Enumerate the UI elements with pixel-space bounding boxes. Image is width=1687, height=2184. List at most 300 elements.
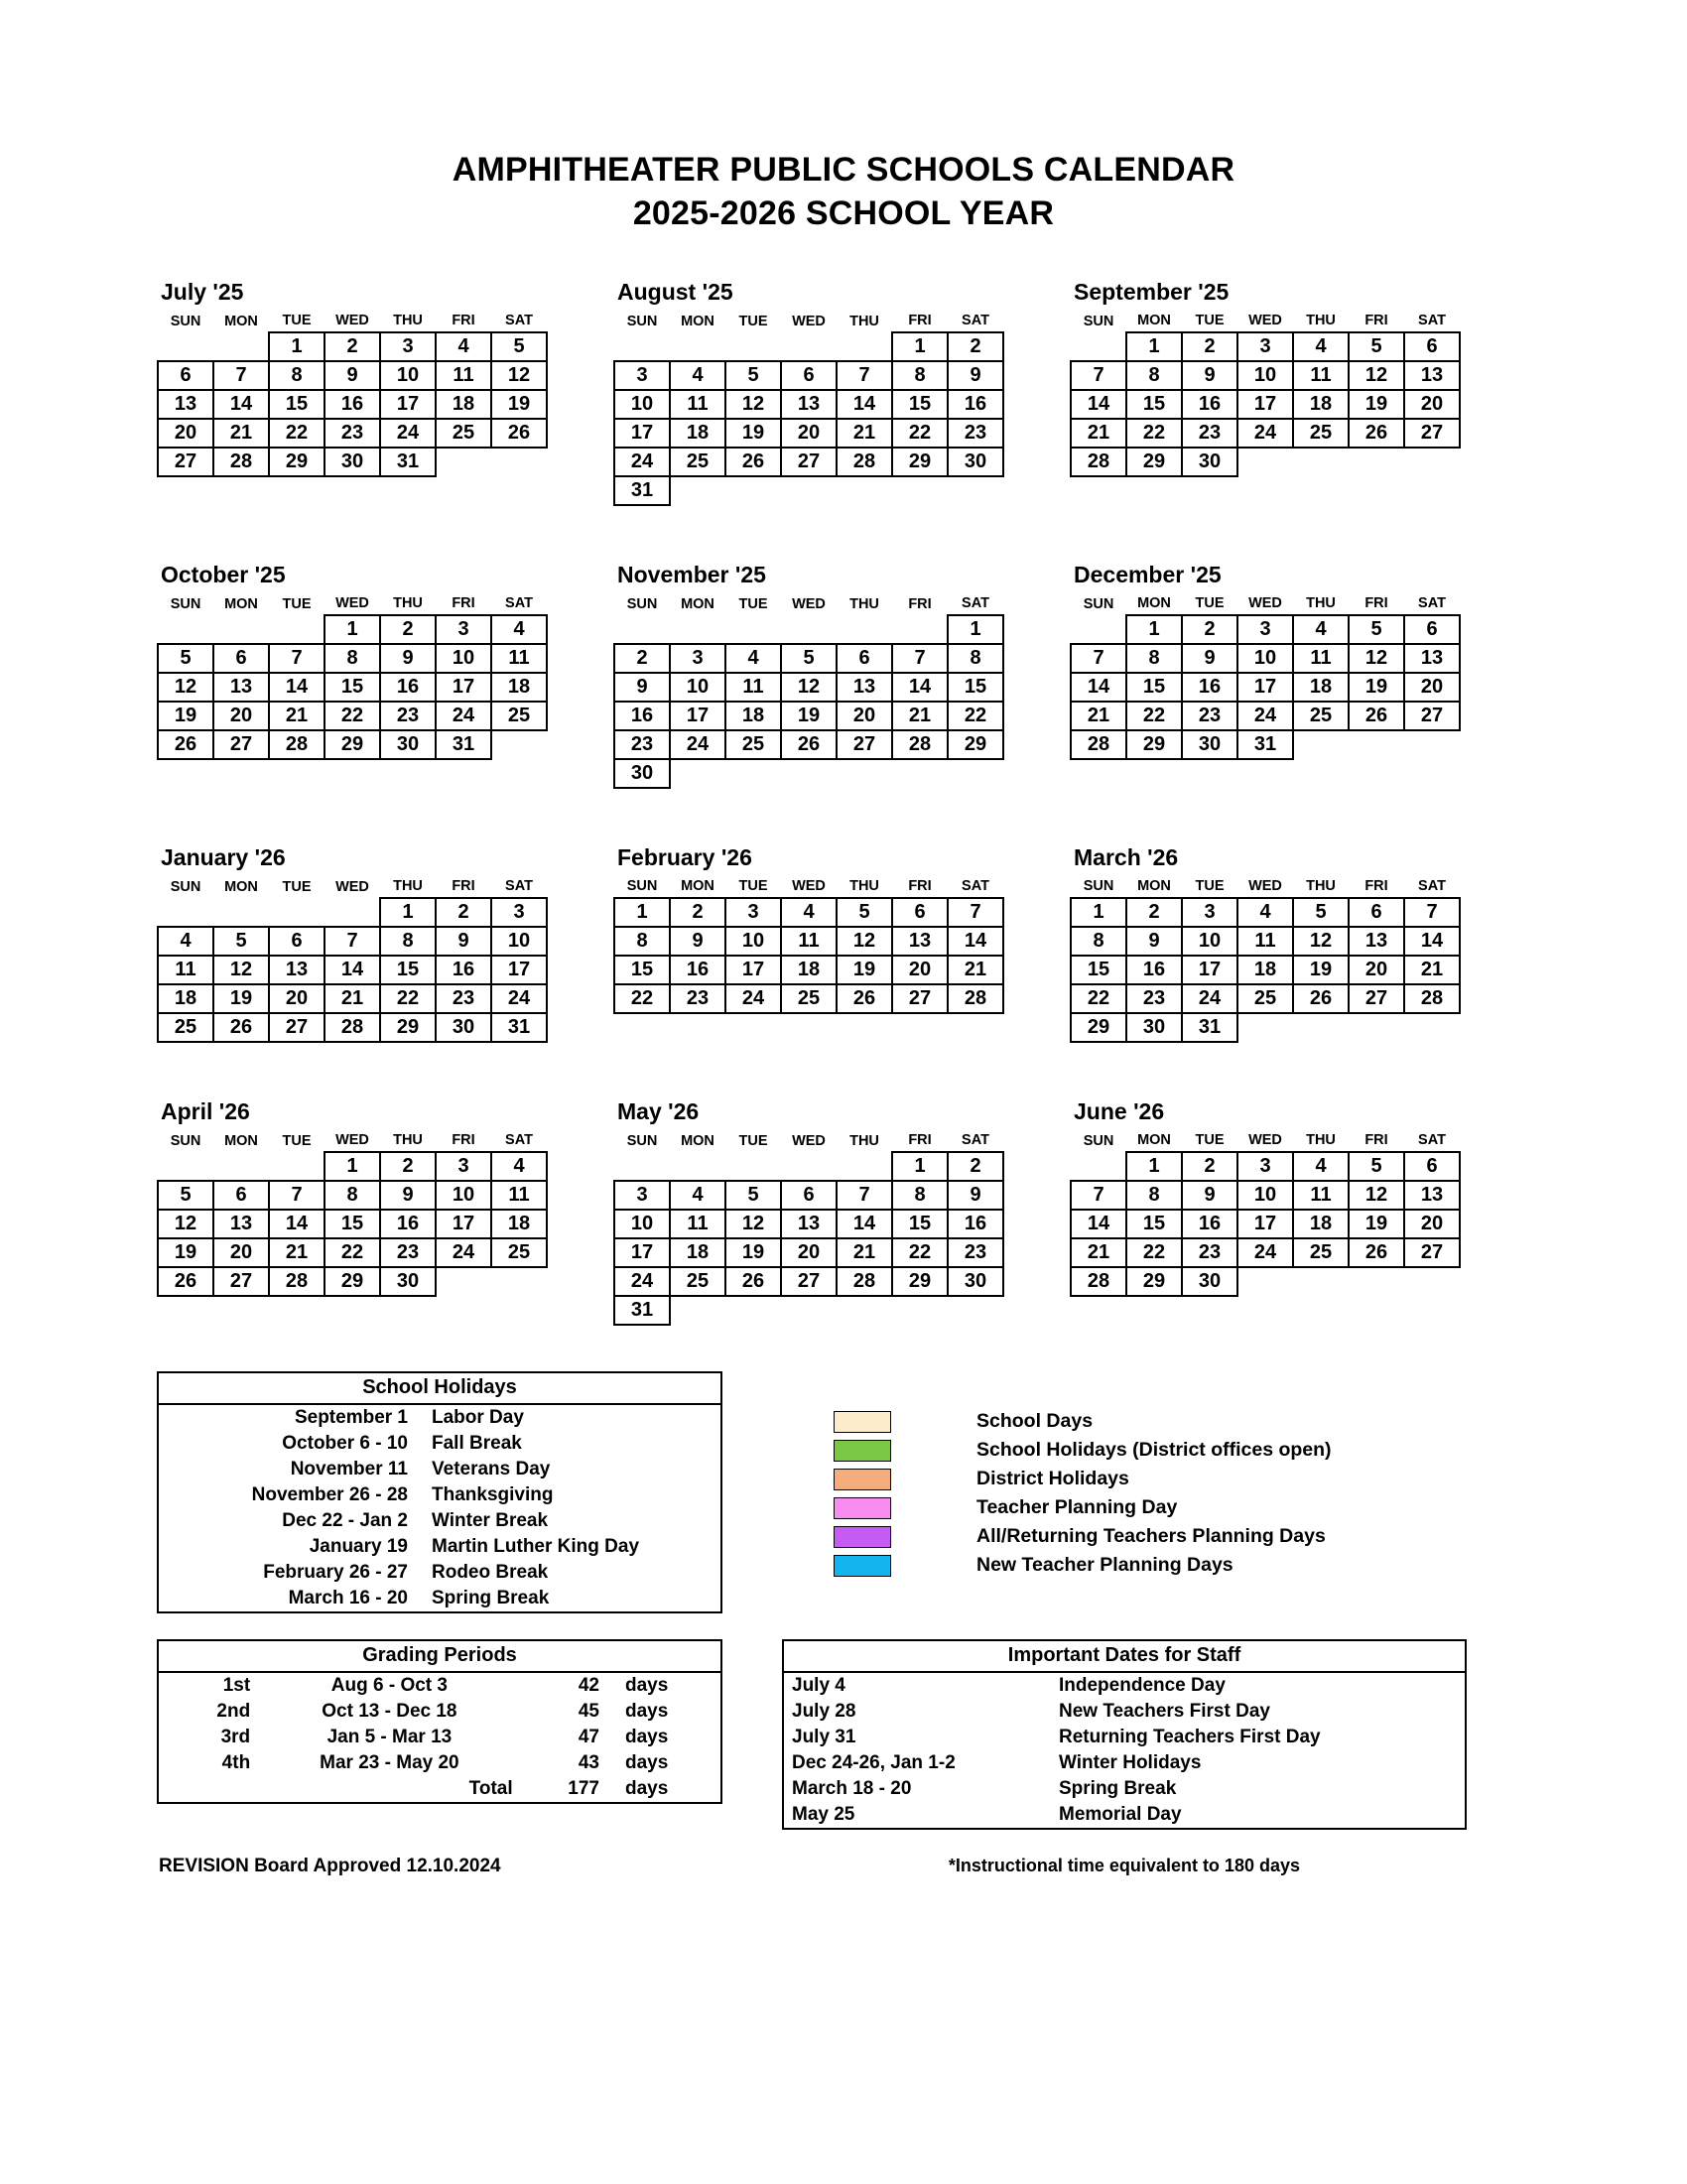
day-cell[interactable]: 25: [670, 1267, 725, 1296]
day-cell[interactable]: 28: [324, 1013, 380, 1042]
day-cell[interactable]: 21: [1404, 956, 1460, 984]
day-cell[interactable]: 24: [1237, 419, 1293, 448]
day-cell[interactable]: 8: [1126, 361, 1182, 390]
day-cell[interactable]: 18: [1293, 1210, 1349, 1238]
day-cell[interactable]: 31: [491, 1013, 547, 1042]
day-cell[interactable]: 11: [1237, 927, 1293, 956]
day-cell[interactable]: 5: [837, 898, 892, 927]
day-cell[interactable]: 16: [324, 390, 380, 419]
day-cell[interactable]: 1: [380, 898, 436, 927]
day-cell[interactable]: 14: [837, 390, 892, 419]
day-cell[interactable]: 29: [1126, 730, 1182, 759]
day-cell[interactable]: 19: [725, 1238, 781, 1267]
day-cell[interactable]: 1: [324, 615, 380, 644]
day-cell[interactable]: 9: [1126, 927, 1182, 956]
day-cell[interactable]: 15: [1071, 956, 1126, 984]
day-cell[interactable]: 16: [1182, 390, 1237, 419]
day-cell[interactable]: 4: [158, 927, 213, 956]
day-cell[interactable]: 3: [1237, 615, 1293, 644]
day-cell[interactable]: 4: [670, 1181, 725, 1210]
day-cell[interactable]: 19: [1349, 390, 1404, 419]
day-cell[interactable]: 31: [614, 1296, 670, 1325]
day-cell[interactable]: 13: [1349, 927, 1404, 956]
day-cell[interactable]: 18: [670, 419, 725, 448]
day-cell[interactable]: 3: [670, 644, 725, 673]
day-cell[interactable]: 24: [436, 702, 491, 730]
day-cell[interactable]: 28: [892, 730, 948, 759]
day-cell[interactable]: 22: [892, 419, 948, 448]
day-cell[interactable]: 8: [892, 361, 948, 390]
day-cell[interactable]: 17: [436, 1210, 491, 1238]
day-cell[interactable]: 16: [380, 1210, 436, 1238]
day-cell[interactable]: 12: [725, 390, 781, 419]
day-cell[interactable]: 3: [1237, 332, 1293, 361]
day-cell[interactable]: 2: [436, 898, 491, 927]
day-cell[interactable]: 12: [213, 956, 269, 984]
day-cell[interactable]: 12: [781, 673, 837, 702]
day-cell[interactable]: 29: [1071, 1013, 1126, 1042]
day-cell[interactable]: 20: [892, 956, 948, 984]
day-cell[interactable]: 6: [158, 361, 213, 390]
day-cell[interactable]: 5: [1349, 1152, 1404, 1181]
day-cell[interactable]: 12: [1349, 361, 1404, 390]
day-cell[interactable]: 30: [436, 1013, 491, 1042]
day-cell[interactable]: 22: [269, 419, 324, 448]
day-cell[interactable]: 16: [1182, 673, 1237, 702]
day-cell[interactable]: 11: [436, 361, 491, 390]
day-cell[interactable]: 19: [491, 390, 547, 419]
day-cell[interactable]: 23: [1182, 419, 1237, 448]
day-cell[interactable]: 9: [1182, 361, 1237, 390]
day-cell[interactable]: 3: [436, 615, 491, 644]
day-cell[interactable]: 25: [1237, 984, 1293, 1013]
day-cell[interactable]: 21: [324, 984, 380, 1013]
day-cell[interactable]: 17: [614, 419, 670, 448]
day-cell[interactable]: 15: [380, 956, 436, 984]
day-cell[interactable]: 3: [1182, 898, 1237, 927]
day-cell[interactable]: 30: [324, 448, 380, 476]
day-cell[interactable]: 8: [614, 927, 670, 956]
day-cell[interactable]: 26: [1293, 984, 1349, 1013]
day-cell[interactable]: 26: [213, 1013, 269, 1042]
day-cell[interactable]: 24: [670, 730, 725, 759]
day-cell[interactable]: 28: [837, 448, 892, 476]
day-cell[interactable]: 2: [324, 332, 380, 361]
day-cell[interactable]: 29: [892, 1267, 948, 1296]
day-cell[interactable]: 12: [725, 1210, 781, 1238]
day-cell[interactable]: 23: [948, 419, 1003, 448]
day-cell[interactable]: 25: [1293, 1238, 1349, 1267]
day-cell[interactable]: 11: [725, 673, 781, 702]
day-cell[interactable]: 14: [1071, 673, 1126, 702]
day-cell[interactable]: 3: [725, 898, 781, 927]
day-cell[interactable]: 26: [837, 984, 892, 1013]
day-cell[interactable]: 11: [670, 390, 725, 419]
day-cell[interactable]: 7: [948, 898, 1003, 927]
day-cell[interactable]: 18: [670, 1238, 725, 1267]
day-cell[interactable]: 7: [269, 1181, 324, 1210]
day-cell[interactable]: 30: [1182, 448, 1237, 476]
day-cell[interactable]: 7: [1071, 644, 1126, 673]
day-cell[interactable]: 14: [892, 673, 948, 702]
day-cell[interactable]: 29: [948, 730, 1003, 759]
day-cell[interactable]: 10: [614, 390, 670, 419]
day-cell[interactable]: 3: [1237, 1152, 1293, 1181]
day-cell[interactable]: 6: [781, 1181, 837, 1210]
day-cell[interactable]: 29: [892, 448, 948, 476]
day-cell[interactable]: 16: [1126, 956, 1182, 984]
day-cell[interactable]: 9: [614, 673, 670, 702]
day-cell[interactable]: 18: [1237, 956, 1293, 984]
day-cell[interactable]: 27: [1404, 702, 1460, 730]
day-cell[interactable]: 21: [269, 1238, 324, 1267]
day-cell[interactable]: 23: [670, 984, 725, 1013]
day-cell[interactable]: 25: [491, 1238, 547, 1267]
day-cell[interactable]: 15: [1126, 1210, 1182, 1238]
day-cell[interactable]: 2: [1182, 615, 1237, 644]
day-cell[interactable]: 18: [1293, 673, 1349, 702]
day-cell[interactable]: 20: [781, 419, 837, 448]
day-cell[interactable]: 17: [436, 673, 491, 702]
day-cell[interactable]: 17: [614, 1238, 670, 1267]
day-cell[interactable]: 2: [1182, 1152, 1237, 1181]
day-cell[interactable]: 2: [380, 615, 436, 644]
day-cell[interactable]: 2: [380, 1152, 436, 1181]
day-cell[interactable]: 16: [948, 390, 1003, 419]
day-cell[interactable]: 10: [670, 673, 725, 702]
day-cell[interactable]: 18: [158, 984, 213, 1013]
day-cell[interactable]: 11: [670, 1210, 725, 1238]
day-cell[interactable]: 21: [948, 956, 1003, 984]
day-cell[interactable]: 15: [948, 673, 1003, 702]
day-cell[interactable]: 20: [1404, 1210, 1460, 1238]
day-cell[interactable]: 14: [837, 1210, 892, 1238]
day-cell[interactable]: 26: [1349, 1238, 1404, 1267]
day-cell[interactable]: 21: [892, 702, 948, 730]
day-cell[interactable]: 4: [670, 361, 725, 390]
day-cell[interactable]: 13: [1404, 361, 1460, 390]
day-cell[interactable]: 8: [1126, 644, 1182, 673]
day-cell[interactable]: 6: [781, 361, 837, 390]
day-cell[interactable]: 30: [380, 730, 436, 759]
day-cell[interactable]: 27: [213, 730, 269, 759]
day-cell[interactable]: 27: [1404, 1238, 1460, 1267]
day-cell[interactable]: 1: [892, 1152, 948, 1181]
day-cell[interactable]: 23: [436, 984, 491, 1013]
day-cell[interactable]: 12: [158, 1210, 213, 1238]
day-cell[interactable]: 7: [324, 927, 380, 956]
day-cell[interactable]: 26: [158, 1267, 213, 1296]
day-cell[interactable]: 20: [213, 1238, 269, 1267]
day-cell[interactable]: 28: [948, 984, 1003, 1013]
day-cell[interactable]: 5: [725, 1181, 781, 1210]
day-cell[interactable]: 12: [491, 361, 547, 390]
day-cell[interactable]: 4: [725, 644, 781, 673]
day-cell[interactable]: 17: [1237, 390, 1293, 419]
day-cell[interactable]: 5: [1293, 898, 1349, 927]
day-cell[interactable]: 23: [1126, 984, 1182, 1013]
day-cell[interactable]: 27: [837, 730, 892, 759]
day-cell[interactable]: 18: [781, 956, 837, 984]
day-cell[interactable]: 13: [837, 673, 892, 702]
day-cell[interactable]: 24: [380, 419, 436, 448]
day-cell[interactable]: 28: [269, 730, 324, 759]
day-cell[interactable]: 8: [380, 927, 436, 956]
day-cell[interactable]: 7: [269, 644, 324, 673]
day-cell[interactable]: 10: [725, 927, 781, 956]
day-cell[interactable]: 1: [1071, 898, 1126, 927]
day-cell[interactable]: 7: [213, 361, 269, 390]
day-cell[interactable]: 17: [380, 390, 436, 419]
day-cell[interactable]: 11: [491, 644, 547, 673]
day-cell[interactable]: 7: [837, 361, 892, 390]
day-cell[interactable]: 28: [1404, 984, 1460, 1013]
day-cell[interactable]: 22: [892, 1238, 948, 1267]
day-cell[interactable]: 8: [1071, 927, 1126, 956]
day-cell[interactable]: 13: [781, 390, 837, 419]
day-cell[interactable]: 29: [324, 1267, 380, 1296]
day-cell[interactable]: 5: [213, 927, 269, 956]
day-cell[interactable]: 3: [491, 898, 547, 927]
day-cell[interactable]: 28: [1071, 730, 1126, 759]
day-cell[interactable]: 4: [1293, 615, 1349, 644]
day-cell[interactable]: 15: [892, 390, 948, 419]
day-cell[interactable]: 19: [1349, 1210, 1404, 1238]
day-cell[interactable]: 10: [380, 361, 436, 390]
day-cell[interactable]: 7: [1071, 1181, 1126, 1210]
day-cell[interactable]: 25: [1293, 702, 1349, 730]
day-cell[interactable]: 1: [324, 1152, 380, 1181]
day-cell[interactable]: 15: [614, 956, 670, 984]
day-cell[interactable]: 24: [436, 1238, 491, 1267]
day-cell[interactable]: 4: [491, 1152, 547, 1181]
day-cell[interactable]: 14: [324, 956, 380, 984]
day-cell[interactable]: 29: [269, 448, 324, 476]
day-cell[interactable]: 19: [781, 702, 837, 730]
day-cell[interactable]: 24: [1182, 984, 1237, 1013]
day-cell[interactable]: 16: [614, 702, 670, 730]
day-cell[interactable]: 1: [1126, 332, 1182, 361]
day-cell[interactable]: 17: [1182, 956, 1237, 984]
day-cell[interactable]: 1: [948, 615, 1003, 644]
day-cell[interactable]: 12: [1349, 644, 1404, 673]
day-cell[interactable]: 21: [1071, 1238, 1126, 1267]
day-cell[interactable]: 10: [614, 1210, 670, 1238]
day-cell[interactable]: 4: [1237, 898, 1293, 927]
day-cell[interactable]: 14: [1071, 1210, 1126, 1238]
day-cell[interactable]: 15: [1126, 673, 1182, 702]
day-cell[interactable]: 19: [725, 419, 781, 448]
day-cell[interactable]: 25: [781, 984, 837, 1013]
day-cell[interactable]: 14: [1404, 927, 1460, 956]
day-cell[interactable]: 21: [1071, 419, 1126, 448]
day-cell[interactable]: 22: [1071, 984, 1126, 1013]
day-cell[interactable]: 19: [158, 702, 213, 730]
day-cell[interactable]: 24: [725, 984, 781, 1013]
day-cell[interactable]: 16: [380, 673, 436, 702]
day-cell[interactable]: 3: [614, 1181, 670, 1210]
day-cell[interactable]: 19: [1349, 673, 1404, 702]
day-cell[interactable]: 5: [725, 361, 781, 390]
day-cell[interactable]: 25: [436, 419, 491, 448]
day-cell[interactable]: 2: [614, 644, 670, 673]
day-cell[interactable]: 10: [1237, 1181, 1293, 1210]
day-cell[interactable]: 29: [380, 1013, 436, 1042]
day-cell[interactable]: 11: [1293, 361, 1349, 390]
day-cell[interactable]: 8: [324, 1181, 380, 1210]
day-cell[interactable]: 27: [892, 984, 948, 1013]
day-cell[interactable]: 22: [948, 702, 1003, 730]
day-cell[interactable]: 26: [1349, 419, 1404, 448]
day-cell[interactable]: 5: [781, 644, 837, 673]
day-cell[interactable]: 1: [614, 898, 670, 927]
day-cell[interactable]: 9: [436, 927, 491, 956]
day-cell[interactable]: 5: [1349, 615, 1404, 644]
day-cell[interactable]: 22: [1126, 702, 1182, 730]
day-cell[interactable]: 8: [1126, 1181, 1182, 1210]
day-cell[interactable]: 9: [670, 927, 725, 956]
day-cell[interactable]: 15: [892, 1210, 948, 1238]
day-cell[interactable]: 9: [380, 1181, 436, 1210]
day-cell[interactable]: 31: [1237, 730, 1293, 759]
day-cell[interactable]: 28: [837, 1267, 892, 1296]
day-cell[interactable]: 30: [1126, 1013, 1182, 1042]
day-cell[interactable]: 27: [158, 448, 213, 476]
day-cell[interactable]: 27: [269, 1013, 324, 1042]
day-cell[interactable]: 12: [1293, 927, 1349, 956]
day-cell[interactable]: 30: [948, 448, 1003, 476]
day-cell[interactable]: 18: [725, 702, 781, 730]
day-cell[interactable]: 26: [158, 730, 213, 759]
day-cell[interactable]: 4: [1293, 332, 1349, 361]
day-cell[interactable]: 4: [781, 898, 837, 927]
day-cell[interactable]: 6: [213, 1181, 269, 1210]
day-cell[interactable]: 13: [269, 956, 324, 984]
day-cell[interactable]: 23: [1182, 1238, 1237, 1267]
day-cell[interactable]: 24: [1237, 702, 1293, 730]
day-cell[interactable]: 23: [1182, 702, 1237, 730]
day-cell[interactable]: 30: [948, 1267, 1003, 1296]
day-cell[interactable]: 2: [1126, 898, 1182, 927]
day-cell[interactable]: 27: [781, 448, 837, 476]
day-cell[interactable]: 1: [1126, 1152, 1182, 1181]
day-cell[interactable]: 21: [837, 1238, 892, 1267]
day-cell[interactable]: 20: [781, 1238, 837, 1267]
day-cell[interactable]: 1: [269, 332, 324, 361]
day-cell[interactable]: 1: [1126, 615, 1182, 644]
day-cell[interactable]: 6: [213, 644, 269, 673]
day-cell[interactable]: 8: [892, 1181, 948, 1210]
day-cell[interactable]: 22: [324, 702, 380, 730]
day-cell[interactable]: 23: [380, 702, 436, 730]
day-cell[interactable]: 6: [1404, 332, 1460, 361]
day-cell[interactable]: 22: [614, 984, 670, 1013]
day-cell[interactable]: 25: [725, 730, 781, 759]
day-cell[interactable]: 2: [670, 898, 725, 927]
day-cell[interactable]: 20: [1404, 390, 1460, 419]
day-cell[interactable]: 31: [614, 476, 670, 505]
day-cell[interactable]: 8: [269, 361, 324, 390]
day-cell[interactable]: 11: [781, 927, 837, 956]
day-cell[interactable]: 21: [269, 702, 324, 730]
day-cell[interactable]: 22: [324, 1238, 380, 1267]
day-cell[interactable]: 19: [213, 984, 269, 1013]
day-cell[interactable]: 4: [491, 615, 547, 644]
day-cell[interactable]: 21: [213, 419, 269, 448]
day-cell[interactable]: 7: [1071, 361, 1126, 390]
day-cell[interactable]: 5: [158, 644, 213, 673]
day-cell[interactable]: 13: [892, 927, 948, 956]
day-cell[interactable]: 20: [269, 984, 324, 1013]
day-cell[interactable]: 10: [1237, 644, 1293, 673]
day-cell[interactable]: 18: [491, 1210, 547, 1238]
day-cell[interactable]: 13: [1404, 644, 1460, 673]
day-cell[interactable]: 26: [1349, 702, 1404, 730]
day-cell[interactable]: 10: [1237, 361, 1293, 390]
day-cell[interactable]: 9: [1182, 1181, 1237, 1210]
day-cell[interactable]: 23: [948, 1238, 1003, 1267]
day-cell[interactable]: 15: [1126, 390, 1182, 419]
day-cell[interactable]: 7: [1404, 898, 1460, 927]
day-cell[interactable]: 9: [380, 644, 436, 673]
day-cell[interactable]: 10: [491, 927, 547, 956]
day-cell[interactable]: 4: [1293, 1152, 1349, 1181]
day-cell[interactable]: 18: [491, 673, 547, 702]
day-cell[interactable]: 30: [1182, 730, 1237, 759]
day-cell[interactable]: 27: [213, 1267, 269, 1296]
day-cell[interactable]: 22: [1126, 419, 1182, 448]
day-cell[interactable]: 27: [1404, 419, 1460, 448]
day-cell[interactable]: 3: [614, 361, 670, 390]
day-cell[interactable]: 2: [1182, 332, 1237, 361]
day-cell[interactable]: 27: [781, 1267, 837, 1296]
day-cell[interactable]: 11: [1293, 644, 1349, 673]
day-cell[interactable]: 22: [380, 984, 436, 1013]
day-cell[interactable]: 15: [324, 673, 380, 702]
day-cell[interactable]: 12: [1349, 1181, 1404, 1210]
day-cell[interactable]: 28: [213, 448, 269, 476]
day-cell[interactable]: 14: [269, 673, 324, 702]
day-cell[interactable]: 6: [1404, 1152, 1460, 1181]
day-cell[interactable]: 18: [1293, 390, 1349, 419]
day-cell[interactable]: 16: [948, 1210, 1003, 1238]
day-cell[interactable]: 17: [1237, 1210, 1293, 1238]
day-cell[interactable]: 28: [269, 1267, 324, 1296]
day-cell[interactable]: 5: [491, 332, 547, 361]
day-cell[interactable]: 3: [436, 1152, 491, 1181]
day-cell[interactable]: 8: [948, 644, 1003, 673]
day-cell[interactable]: 11: [1293, 1181, 1349, 1210]
day-cell[interactable]: 18: [436, 390, 491, 419]
day-cell[interactable]: 9: [948, 361, 1003, 390]
day-cell[interactable]: 10: [436, 1181, 491, 1210]
day-cell[interactable]: 17: [491, 956, 547, 984]
day-cell[interactable]: 20: [213, 702, 269, 730]
day-cell[interactable]: 12: [158, 673, 213, 702]
day-cell[interactable]: 21: [1071, 702, 1126, 730]
day-cell[interactable]: 5: [158, 1181, 213, 1210]
day-cell[interactable]: 9: [324, 361, 380, 390]
day-cell[interactable]: 7: [837, 1181, 892, 1210]
day-cell[interactable]: 19: [1293, 956, 1349, 984]
day-cell[interactable]: 29: [1126, 448, 1182, 476]
day-cell[interactable]: 1: [892, 332, 948, 361]
day-cell[interactable]: 28: [1071, 1267, 1126, 1296]
day-cell[interactable]: 20: [837, 702, 892, 730]
day-cell[interactable]: 23: [324, 419, 380, 448]
day-cell[interactable]: 11: [158, 956, 213, 984]
day-cell[interactable]: 6: [1404, 615, 1460, 644]
